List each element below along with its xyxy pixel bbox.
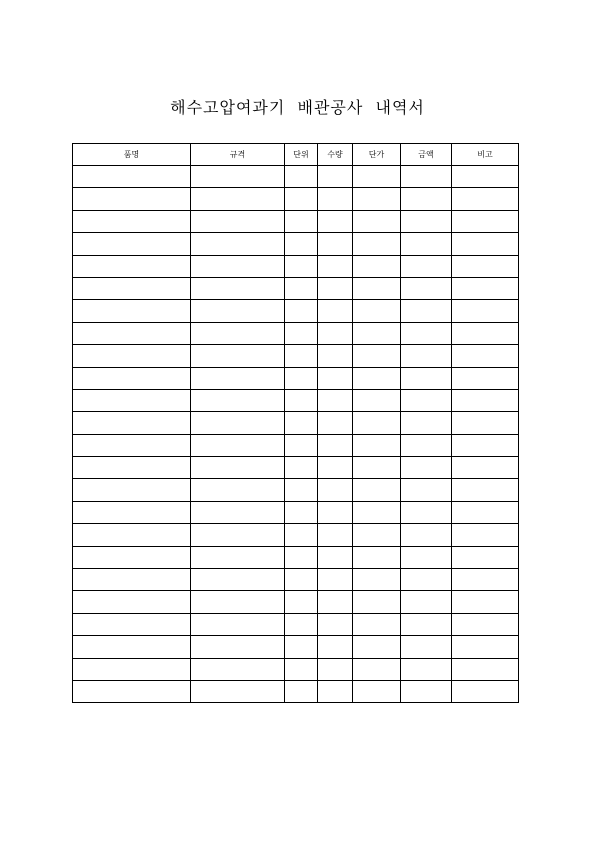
table-row [73,210,519,232]
amount-cell [401,569,452,591]
item-name-cell [73,210,191,232]
unit-cell [285,658,318,680]
quantity-cell [318,322,353,344]
remarks-cell [452,188,519,210]
remarks-cell [452,501,519,523]
quantity-cell [318,658,353,680]
remarks-cell [452,680,519,702]
quantity-cell [318,412,353,434]
item-name-cell [73,233,191,255]
spec-cell [191,501,285,523]
spec-cell [191,322,285,344]
column-header-quantity: 수량 [318,144,353,166]
item-name-cell [73,546,191,568]
spec-cell [191,457,285,479]
remarks-cell [452,457,519,479]
spec-cell [191,300,285,322]
unit-cell [285,546,318,568]
quantity-cell [318,479,353,501]
table-row [73,636,519,658]
table-row [73,300,519,322]
remarks-cell [452,591,519,613]
remarks-cell [452,636,519,658]
remarks-cell [452,166,519,188]
unit-cell [285,569,318,591]
amount-cell [401,546,452,568]
unit-cell [285,636,318,658]
unit-price-cell [353,322,401,344]
quantity-cell [318,613,353,635]
amount-cell [401,680,452,702]
amount-cell [401,255,452,277]
unit-cell [285,457,318,479]
amount-cell [401,233,452,255]
unit-cell [285,479,318,501]
page-title: 해수고압여과기 배관공사 내역서 [170,98,425,117]
item-name-cell [73,613,191,635]
spec-cell [191,345,285,367]
item-name-cell [73,636,191,658]
unit-cell [285,412,318,434]
amount-cell [401,658,452,680]
amount-cell [401,389,452,411]
unit-price-cell [353,591,401,613]
item-name-cell [73,322,191,344]
spec-table [72,143,519,703]
unit-price-cell [353,233,401,255]
remarks-cell [452,658,519,680]
spec-cell [191,277,285,299]
spec-cell [191,613,285,635]
unit-price-cell [353,188,401,210]
remarks-cell [452,434,519,456]
column-header-item-name: 품명 [73,144,191,166]
unit-cell [285,166,318,188]
unit-cell [285,277,318,299]
table-header-row [73,144,519,166]
table-row [73,277,519,299]
remarks-cell [452,613,519,635]
item-name-cell [73,188,191,210]
remarks-cell [452,546,519,568]
table-row [73,322,519,344]
table-row [73,658,519,680]
quantity-cell [318,300,353,322]
item-name-cell [73,166,191,188]
quantity-cell [318,680,353,702]
amount-cell [401,277,452,299]
quantity-cell [318,188,353,210]
remarks-cell [452,345,519,367]
quantity-cell [318,210,353,232]
item-name-cell [73,367,191,389]
quantity-cell [318,389,353,411]
unit-price-cell [353,501,401,523]
item-name-cell [73,457,191,479]
column-header-unit-price: 단가 [353,144,401,166]
unit-price-cell [353,412,401,434]
remarks-cell [452,277,519,299]
amount-cell [401,457,452,479]
spec-cell [191,166,285,188]
unit-price-cell [353,277,401,299]
unit-price-cell [353,210,401,232]
spec-cell [191,546,285,568]
quantity-cell [318,636,353,658]
table-row [73,524,519,546]
remarks-cell [452,569,519,591]
quantity-cell [318,255,353,277]
spec-cell [191,367,285,389]
unit-price-cell [353,300,401,322]
amount-cell [401,636,452,658]
spec-cell [191,479,285,501]
unit-price-cell [353,479,401,501]
quantity-cell [318,367,353,389]
item-name-cell [73,479,191,501]
column-header-unit: 단위 [285,144,318,166]
unit-cell [285,345,318,367]
quantity-cell [318,569,353,591]
remarks-cell [452,210,519,232]
remarks-cell [452,524,519,546]
unit-cell [285,322,318,344]
item-name-cell [73,389,191,411]
table-row [73,457,519,479]
amount-cell [401,166,452,188]
quantity-cell [318,501,353,523]
unit-price-cell [353,680,401,702]
unit-cell [285,389,318,411]
spec-cell [191,569,285,591]
remarks-cell [452,412,519,434]
remarks-cell [452,255,519,277]
spec-cell [191,636,285,658]
unit-cell [285,524,318,546]
unit-cell [285,501,318,523]
unit-price-cell [353,345,401,367]
table-row [73,680,519,702]
item-name-cell [73,434,191,456]
unit-cell [285,591,318,613]
quantity-cell [318,166,353,188]
spec-cell [191,591,285,613]
unit-cell [285,367,318,389]
unit-price-cell [353,389,401,411]
quantity-cell [318,345,353,367]
spec-cell [191,434,285,456]
unit-price-cell [353,636,401,658]
remarks-cell [452,300,519,322]
unit-price-cell [353,255,401,277]
amount-cell [401,300,452,322]
amount-cell [401,345,452,367]
table-body [73,166,519,703]
spec-cell [191,524,285,546]
quantity-cell [318,434,353,456]
spec-cell [191,389,285,411]
unit-price-cell [353,434,401,456]
spec-cell [191,210,285,232]
amount-cell [401,501,452,523]
table-row [73,479,519,501]
table-row [73,412,519,434]
spec-cell [191,188,285,210]
amount-cell [401,322,452,344]
remarks-cell [452,367,519,389]
unit-price-cell [353,658,401,680]
unit-cell [285,210,318,232]
item-name-cell [73,300,191,322]
amount-cell [401,188,452,210]
column-header-remarks: 비고 [452,144,519,166]
item-name-cell [73,255,191,277]
item-name-cell [73,569,191,591]
unit-price-cell [353,524,401,546]
table-row [73,188,519,210]
unit-price-cell [353,166,401,188]
remarks-cell [452,322,519,344]
item-name-cell [73,345,191,367]
item-name-cell [73,412,191,434]
table-row [73,546,519,568]
remarks-cell [452,233,519,255]
unit-cell [285,680,318,702]
unit-price-cell [353,613,401,635]
unit-cell [285,613,318,635]
amount-cell [401,412,452,434]
quantity-cell [318,524,353,546]
spec-cell [191,233,285,255]
unit-price-cell [353,546,401,568]
spec-cell [191,412,285,434]
amount-cell [401,210,452,232]
table-row [73,569,519,591]
item-name-cell [73,680,191,702]
unit-price-cell [353,367,401,389]
column-header-amount: 금액 [401,144,452,166]
table-row [73,501,519,523]
amount-cell [401,613,452,635]
table-row [73,591,519,613]
table-row [73,233,519,255]
unit-cell [285,233,318,255]
unit-cell [285,255,318,277]
quantity-cell [318,546,353,568]
spec-cell [191,680,285,702]
item-name-cell [73,591,191,613]
item-name-cell [73,501,191,523]
table-row [73,434,519,456]
amount-cell [401,524,452,546]
table-row [73,166,519,188]
item-name-cell [73,658,191,680]
table-row [73,255,519,277]
table-row [73,389,519,411]
table-row [73,367,519,389]
spec-cell [191,255,285,277]
column-header-spec: 규격 [191,144,285,166]
quantity-cell [318,233,353,255]
table-row [73,345,519,367]
quantity-cell [318,277,353,299]
unit-cell [285,188,318,210]
amount-cell [401,434,452,456]
quantity-cell [318,457,353,479]
amount-cell [401,479,452,501]
amount-cell [401,367,452,389]
unit-price-cell [353,457,401,479]
amount-cell [401,591,452,613]
item-name-cell [73,277,191,299]
remarks-cell [452,389,519,411]
remarks-cell [452,479,519,501]
spec-cell [191,658,285,680]
unit-cell [285,300,318,322]
table-row [73,613,519,635]
unit-cell [285,434,318,456]
item-name-cell [73,524,191,546]
unit-price-cell [353,569,401,591]
quantity-cell [318,591,353,613]
